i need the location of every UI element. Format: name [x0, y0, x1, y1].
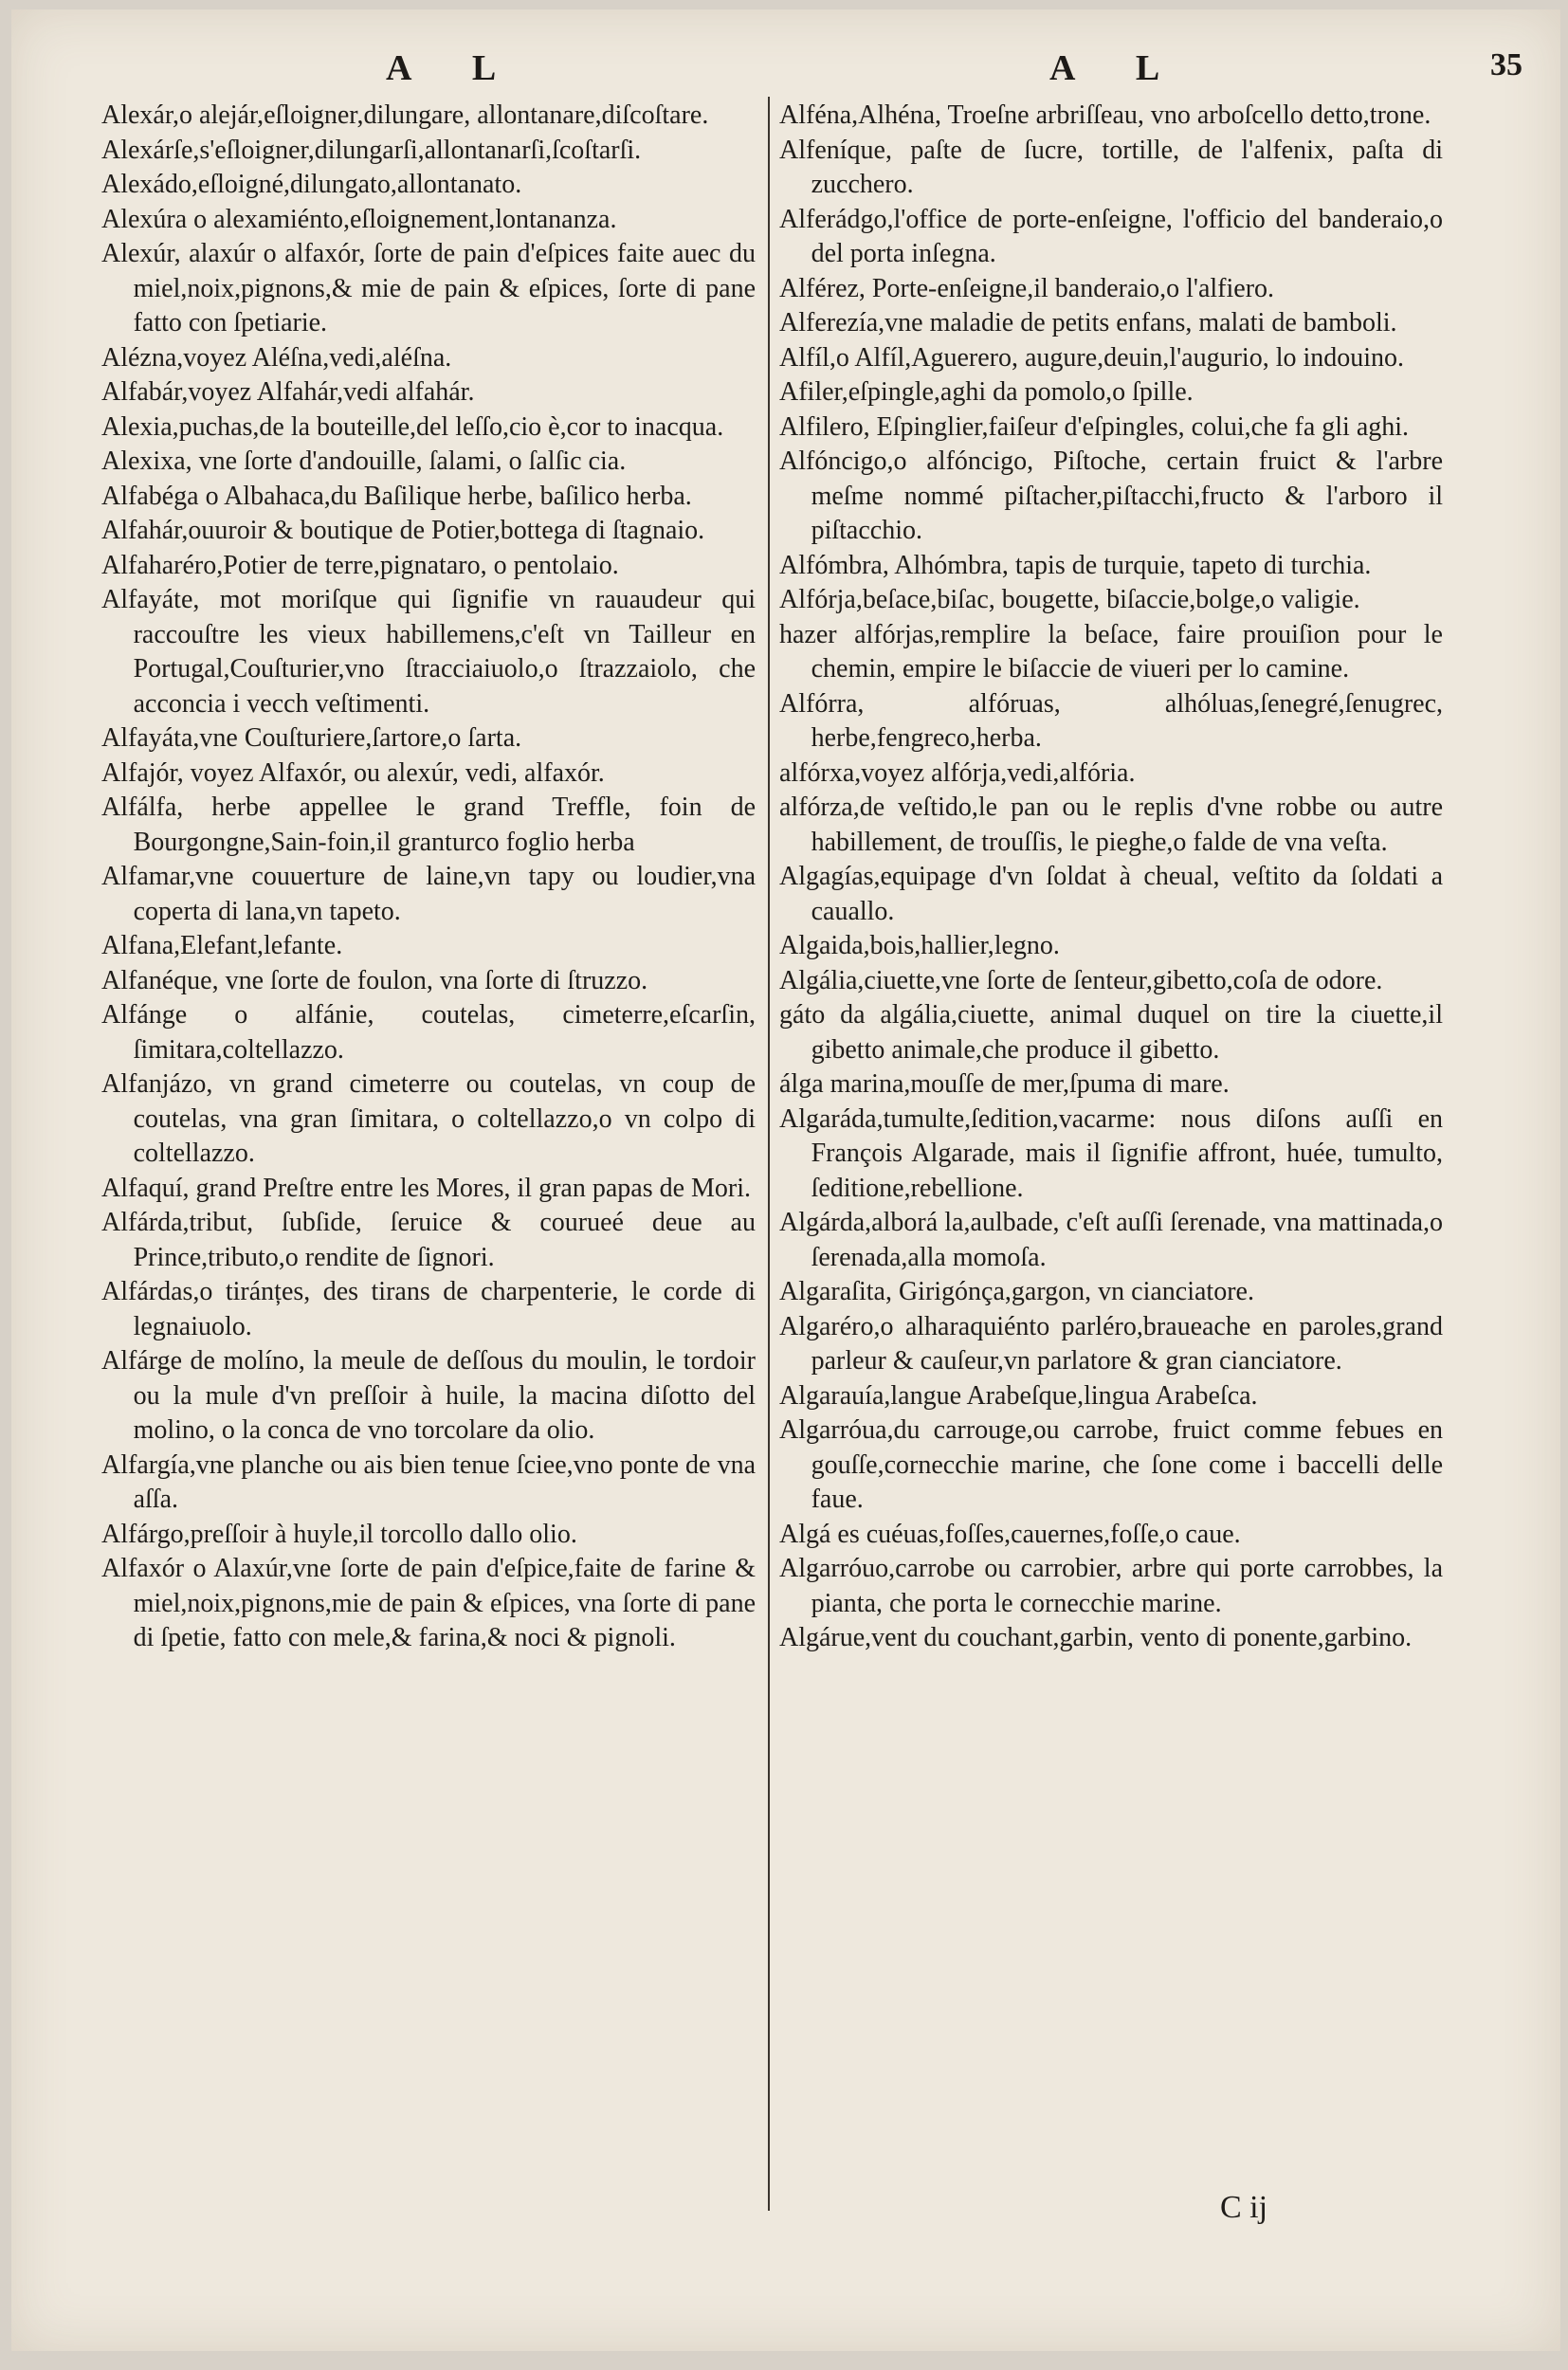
- dictionary-entry: Alferádgo,l'office de porte-enſeigne, l'officio del banderaio,o del porta inſegna.: [779, 204, 1443, 268]
- dictionary-entry: Algarróua,du carrouge,ou carrobe, fruict comme febues en gouſſe,cornecchie marine, che ſone come i baccelli delle faue.: [779, 1415, 1443, 1514]
- dictionary-entry: Alfayáta,vne Couſturiere,ſartore,o ſarta.: [101, 723, 522, 753]
- dictionary-entry: Alfaquí, grand Preſtre entre les Mores, il gran papas de Mori.: [101, 1173, 752, 1203]
- dictionary-entry: Alfaharéro,Potier de terre,pignataro, o pentolaio.: [101, 550, 619, 580]
- dictionary-entry: gáto da algália,ciuette, animal duquel on tire la ciuette,il gibetto animale,che produce il gibetto.: [779, 1000, 1443, 1065]
- dictionary-entry: Alfajór, voyez Alfaxór, ou alexúr, vedi, alfaxór.: [101, 757, 605, 788]
- book-page: [11, 9, 1560, 2351]
- catchword: C ij: [1220, 2190, 1268, 2225]
- dictionary-entry: Algaréro,o alharaquiénto parléro,braueache en paroles,grand parleur & cauſeur,vn parlatore & gran cianciatore.: [779, 1311, 1443, 1376]
- dictionary-entry: Algaraſita, Girigónça,gargon, vn cianciatore.: [779, 1277, 1254, 1306]
- dictionary-entry: Alfeníque, paſte de ſucre, tortille, de l'alfenix, paſta di zucchero.: [779, 135, 1443, 199]
- column-divider: [768, 97, 770, 2211]
- dictionary-entry: Alexádo,eſloigné,dilungato,allontanato.: [101, 170, 522, 199]
- dictionary-entry: Algaida,bois,hallier,legno.: [779, 931, 1060, 960]
- dictionary-entry: Alfárge de molíno, la meule de deſſous du moulin, le tordoir ou la mule d'vn preſſoir à huile, la macina diſotto del molino, o la conca de vno torcolare da olio.: [101, 1346, 756, 1445]
- dictionary-entry: Alfórra, alfóruas, alhóluas,ſenegré,ſenugrec, herbe,fengreco,herba.: [779, 688, 1443, 753]
- dictionary-entry: Alexia,puchas,de la bouteille,del leſſo,cio è,cor to inacqua.: [101, 411, 724, 442]
- dictionary-entry: Alexúr, alaxúr o alfaxór, ſorte de pain d'eſpices faite auec du miel,noix,pignons,& mie de pain & eſpices, ſorte di pane fatto con ſpetiarie.: [101, 239, 756, 337]
- dictionary-entry: hazer alfórjas,remplire la beſace, faire prouiſion pour le chemin, empire le biſaccie de viueri per lo camine.: [779, 619, 1443, 684]
- dictionary-entry: Alfanéque, vne ſorte de foulon, vna ſorte di ſtruzzo.: [101, 965, 648, 995]
- dictionary-entry: Algaráda,tumulte,ſedition,vacarme: nous diſons auſſi en François Algarade, mais il ſignifie affront, huée, tumulto, ſeditione,rebellione.: [779, 1103, 1443, 1203]
- dictionary-entry: Algárda,alborá la,aulbade, c'eſt auſſi ſerenade, vna mattinada,o ſerenada,alla momoſa.: [779, 1208, 1443, 1272]
- dictionary-entry: Alfíl,o Alfíl,Aguerero, augure,deuin,l'augurio, lo indouino.: [779, 342, 1405, 373]
- dictionary-entry: Algarróuo,carrobe ou carrobier, arbre qui porte carrobbes, la pianta, che porta le cornecchie marine.: [779, 1554, 1443, 1618]
- dictionary-entry: Algália,ciuette,vne ſorte de ſenteur,gibetto,coſa de odore.: [779, 965, 1383, 995]
- dictionary-entry: Alfárda,tribut, ſubſide, ſeruice & courueé deue au Prince,tributo,o rendite de ſignori.: [101, 1208, 756, 1272]
- dictionary-entry: alfórxa,voyez alfórja,vedi,alfória.: [779, 757, 1136, 788]
- dictionary-entry: álga marina,mouſſe de mer,ſpuma di mare.: [779, 1069, 1230, 1099]
- dictionary-entry: Alfaxór o Alaxúr,vne ſorte de pain d'eſpice,faite de farine & miel,noix,pignons,mie de pain & eſpices, vna ſorte di pane di ſpetie, fatto con mele,& farina,& noci & pignoli.: [101, 1554, 756, 1652]
- dictionary-entry: Algárue,vent du couchant,garbin, vento di ponente,garbino.: [779, 1623, 1413, 1652]
- dictionary-entry: Alexixa, vne ſorte d'andouille, ſalami, o ſalſic cia.: [101, 447, 627, 476]
- left-column: [101, 99, 756, 1656]
- page-number: 35: [1490, 47, 1522, 82]
- right-column: [779, 99, 1443, 1656]
- dictionary-entry: Alfárgo,preſſoir à huyle,il torcollo dallo olio.: [101, 1519, 577, 1549]
- dictionary-entry: Alfana,Elefant,lefante.: [101, 931, 343, 960]
- dictionary-entry: Alézna,voyez Aléſna,vedi,aléſna.: [101, 342, 452, 373]
- header-right: A L: [1049, 48, 1187, 88]
- header-left: A L: [386, 48, 523, 88]
- dictionary-entry: Alfayáte, mot moriſque qui ſignifie vn rauaudeur qui raccouſtre les vieux habillemens,c'eſt vn Tailleur en Portugal,Couſturier,vno ſtracciaiuolo,o ſtrazzaiolo, che acconcia i vecch veſtimenti.: [101, 585, 756, 719]
- dictionary-entry: Alférez, Porte-enſeigne,il banderaio,o l'alfiero.: [779, 273, 1275, 303]
- dictionary-entry: Alfanjázo, vn grand cimeterre ou coutelas, vn coup de coutelas, vna gran ſimitara, o coltellazzo,o vn colpo di coltellazzo.: [101, 1069, 756, 1168]
- dictionary-entry: Alfabár,voyez Alfahár,vedi alfahár.: [101, 377, 475, 407]
- dictionary-entry: alfórza,de veſtido,le pan ou le replis d'vne robbe ou autre habillement, de trouſſis, le pieghe,o falde de vna veſta.: [779, 793, 1443, 857]
- dictionary-entry: Alfálfa, herbe appellee le grand Treffle, foin de Bourgongne,Sain-foin,il granturco foglio herba: [101, 793, 756, 857]
- dictionary-entry: Alferezía,vne maladie de petits enfans, malati de bamboli.: [779, 308, 1397, 337]
- dictionary-entry: Alfahár,ouuroir & boutique de Potier,bottega di ſtagnaio.: [101, 516, 705, 545]
- dictionary-entry: Algagías,equipage d'vn ſoldat à cheual, veſtito da ſoldati a cauallo.: [779, 862, 1443, 926]
- dictionary-entry: Afiler,eſpingle,aghi da pomolo,o ſpille.: [779, 377, 1194, 407]
- dictionary-entry: Alfamar,vne couuerture de laine,vn tapy ou loudier,vna coperta di lana,vn tapeto.: [101, 862, 756, 926]
- dictionary-entry: Alfánge o alfánie, coutelas, cimeterre,eſcarſin, ſimitara,coltellazzo.: [101, 1000, 756, 1065]
- dictionary-entry: Alfómbra, Alhómbra, tapis de turquie, tapeto di turchia.: [779, 550, 1372, 580]
- dictionary-entry: Algarauía,langue Arabeſque,lingua Arabeſca.: [779, 1380, 1258, 1411]
- dictionary-entry: Alexár,o alejár,eſloigner,dilungare, allontanare,diſcoſtare.: [101, 100, 709, 130]
- running-header: [11, 47, 1560, 95]
- dictionary-entry: Alfargía,vne planche ou ais bien tenue ſciee,vno ponte de vna aſſa.: [101, 1449, 756, 1514]
- dictionary-entry: Alfabéga o Albahaca,du Baſilique herbe, baſilico herba.: [101, 481, 692, 511]
- dictionary-entry: Alexárſe,s'eſloigner,dilungarſi,allontanarſi,ſcoſtarſi.: [101, 135, 642, 165]
- dictionary-entry: Alexúra o alexamiénto,eſloignement,lontananza.: [101, 204, 617, 234]
- dictionary-entry: Alfórja,beſace,biſac, bougette, biſaccie,bolge,o valigie.: [779, 585, 1360, 614]
- dictionary-entry: Alféna,Alhéna, Troeſne arbriſſeau, vno arboſcello detto,trone.: [779, 100, 1431, 130]
- dictionary-entry: Alfárdas,o tiránțes, des tirans de charpenterie, le corde di legnaiuolo.: [101, 1277, 756, 1341]
- dictionary-entry: Algá es cuéuas,foſſes,cauernes,foſſe,o caue.: [779, 1519, 1241, 1549]
- dictionary-entry: Alfóncigo,o alfóncigo, Piſtoche, certain fruict & l'arbre meſme nommé piſtacher,piſtacchi,fructo & l'arboro il piſtacchio.: [779, 447, 1443, 545]
- dictionary-entry: Alfilero, Eſpinglier,faiſeur d'eſpingles, colui,che fa gli aghi.: [779, 411, 1410, 442]
